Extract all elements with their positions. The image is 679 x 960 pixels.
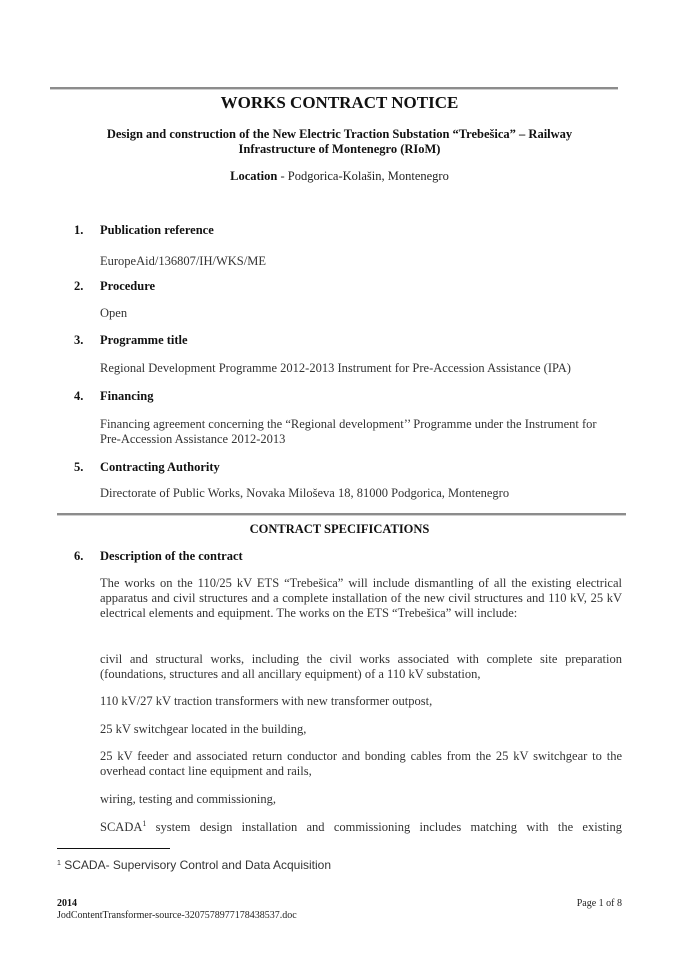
scope-item-switchgear: 25 kV switchgear located in the building, [100,722,307,736]
subtitle-line-2: Infrastructure of Montenegro (RIoM) [238,142,441,156]
scope-item-transformers: 110 kV/27 kV traction transformers with new transformer outpost, [100,694,433,708]
contract-specifications-heading: CONTRACT SPECIFICATIONS [249,522,430,536]
financing-value: Financing agreement concerning the “Regional development’’ Programme under the Instrument for Pre-Accession Assistance 2012-2013 [100,417,597,446]
item-number-3: 3. [74,333,84,347]
footnote-1 [57,858,331,872]
subtitle-line-1: Design and construction of the New Electric Traction Substation “Trebešica” – Railway [106,127,573,141]
item-number-5: 5. [74,460,84,474]
item-number-1: 1. [74,223,84,237]
scope-item-feeder: 25 kV feeder and associated return conductor and bonding cables from the 25 kV switchgear to the overhead contact line equipment and rails, [100,749,622,778]
description-paragraph: The works on the 110/25 kV ETS “Trebešica” will include dismantling of all the existing electrical apparatus and civil structures and a complete installation of the new civil structures and 110 kV, 25 kV electrical elements and equipment. The works on the ETS “Trebešica” will include: [100,576,622,620]
footer-year: 2014 [57,898,77,909]
section-divider [57,513,626,516]
notice-subtitle [60,127,619,157]
publication-reference-value: EuropeAid/136807/IH/WKS/ME [100,254,266,268]
footer-filename: JodContentTransformer-source-3207578977178438537.doc [57,910,297,921]
item-label-financing: Financing [100,389,154,403]
item-number-2: 2. [74,279,84,293]
programme-title-value: Regional Development Programme 2012-2013 Instrument for Pre-Accession Assistance (IPA) [100,361,571,375]
item-number-4: 4. [74,389,84,403]
footnote-separator [57,848,170,849]
scope-item-civil-works: civil and structural works, including the civil works associated with complete site preparation (foundations, structures and all ancillary equipment) of a 110 kV substation, [100,652,622,681]
item-label-publication-reference: Publication reference [100,223,214,237]
item-label-contracting-authority: Contracting Authority [100,460,220,474]
footnote-mark: 1 [57,860,61,867]
scope-item-scada [100,820,622,835]
location-line [0,169,679,184]
contracting-authority-value: Directorate of Public Works, Novaka Miloševa 18, 81000 Podgorica, Montenegro [100,486,510,500]
location-label: Location [230,169,278,183]
scada-description: system design installation and commissioning includes matching with the existing [146,820,622,834]
scope-item-wiring: wiring, testing and commissioning, [100,792,277,806]
footnote-reference-1[interactable]: 1 [142,819,147,828]
item-label-procedure: Procedure [100,279,156,293]
scada-term: SCADA [100,820,143,834]
footnote-text: SCADA- Supervisory Control and Data Acquisition [60,858,332,872]
procedure-value: Open [100,306,128,320]
page-title: WORKS CONTRACT NOTICE [220,93,459,112]
location-value: - Podgorica-Kolašin, Montenegro [277,169,449,183]
page-number: Page 1 of 8 [576,898,622,909]
item-label-description-of-contract: Description of the contract [100,549,243,563]
top-divider [50,87,618,90]
item-number-6: 6. [74,549,84,563]
item-label-programme-title: Programme title [100,333,188,347]
